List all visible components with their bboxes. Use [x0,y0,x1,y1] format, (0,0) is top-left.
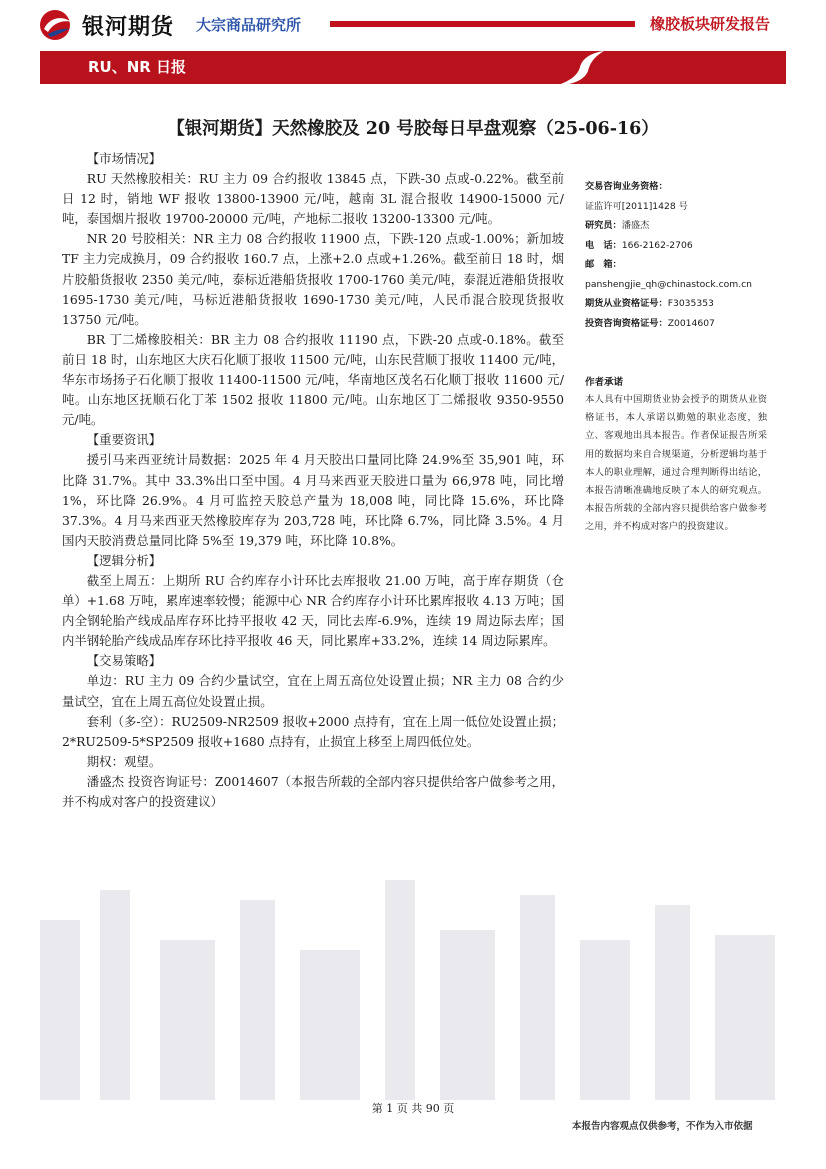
institute-name: 大宗商品研究所 [196,16,302,34]
header-rule [330,21,635,27]
paragraph-br: BR 丁二烯橡胶相关：BR 主力 08 合约报收 11190 点，下跌-20 点或-0.18%。截至前日 18 时，山东地区大庆石化顺丁报收 11500 元/吨，山东民营顺丁报收 11400 元/吨，华东市场扬子石化顺丁报收 11400-11500 元/吨，华南地区茂名石化顺丁报收 11600 元/吨。山东地区抚顺石化丁苯 1502 报收 11800 元/吨。山东地区丁二烯报收 9350-9550 元/吨。 [62,331,564,428]
author-promise-text: 本人具有中国期货业协会授予的期货从业资格证书，本人承诺以勤勉的职业态度，独立、客观地出具本报告。作者保证报告所采用的数据均来自合规渠道，分析逻辑均基于本人的职业理解，通过合理判断得出结论，本报告清晰准确地反映了本人的研究观点。本报告所载的全部内容只提供给客户做参考之用，并不构成对客户的投资建议。 [585,394,767,533]
paragraph-single: 单边：RU 主力 09 合约少量试空，宜在上周五高位处设置止损；NR 主力 08 合约少量试空，宜在上周五高位处设置止损。 [62,673,564,709]
section-heading-logic: 【逻辑分析】 [86,552,162,568]
phone-label: 电 话： [585,239,622,251]
galaxy-logo-icon [38,8,76,42]
qualification-value: 证监许可[2011]1428 号 [585,200,688,212]
section-heading-market: 【市场情况】 [86,151,162,166]
section-heading-news: 【重要资讯】 [86,432,162,448]
paragraph-nr: NR 20 号胶相关：NR 主力 08 合约报收 11900 点，下跌-120 点或-1.00%；新加坡 TF 主力完成换月，09 合约报收 160.7 点，上涨+2.0 点或+1.26%。截至前日 18 时，烟片胶船货报收 2350 美元/吨，泰标近港船货报收 1700-1760 美元/吨，泰混近港船货报收 1695-1730 美元/吨，马标近港船货报收 1690-1730 美元/吨，人民币混合胶现货报收 13750 元/吨。 [62,231,564,327]
footer-disclaimer: 本报告内容观点仅供参考，不作为入市依据 [572,1121,753,1132]
swoosh-icon [550,45,610,90]
paragraph-logic: 截至上周五：上期所 RU 合约库存小计环比去库报收 21.00 万吨，高于库存期货（仓单）+1.68 万吨，累库速率较慢；能源中心 NR 合约库存小计环比累库报收 4.13 万吨；国内全钢轮胎产线成品库存环比持平报收 42 天，同比去库-6.9%，连续 19 周边际去库；国内半钢轮胎产线成品库存环比持平报收 46 天，同比累库+33.2%，连续 14 周边际累库。 [62,572,564,649]
futures-cert-label: 期货从业资格证号： [585,298,668,309]
invest-cert-label: 投资咨询资格证号： [585,317,668,329]
paragraph-arbitrage: 套利（多-空）：RU2509-NR2509 报收+2000 点持有，宜在上周一低位处设置止损；2*RU2509-5*SP2509 报收+1680 点持有，止损宜上移至上周四低位处。 [62,713,564,749]
phone-value: 166-2162-2706 [621,239,693,251]
report-body [62,149,564,812]
section-heading-strategy: 【交易策略】 [86,653,162,669]
paragraph-options: 期权：观望。 [86,753,162,769]
banner-title: RU、NR 日报 [88,58,187,76]
brand-name: 银河期货 [82,15,175,40]
researcher-name: 潘盛杰 [621,220,650,231]
page-number: 第 1 页 共 90 页 [371,1102,455,1115]
paragraph-ru: RU 天然橡胶相关：RU 主力 09 合约报收 13845 点，下跌-30 点或-0.22%。截至前日 12 时，销地 WF 报收 13800-13900 元/吨，越南 3L 混合报收 14900-15000 元/吨，泰国烟片报收 19700-20000 元/吨，产地标二报收 13200-13300 元/吨。 [62,171,564,227]
paragraph-news: 援引马来西亚统计局数据：2025 年 4 月天胶出口量同比降 24.9%至 35,901 吨，环比降 31.7%。其中 33.3%出口至中国。4 月马来西亚天胶进口量为 66,978 吨，同比增 1%，环比降 26.9%。4 月可监控天胶总产量为 18,008 吨，同比降 15.6%，环比降 37.3%。4 月马来西亚天然橡胶库存为 203,728 吨，环比降 6.7%，同比降 3.5%。4 月国内天胶消费总量同比降 5%至 19,379 吨，环比降 10.8%。 [62,452,564,548]
invest-cert-value: Z0014607 [667,317,715,329]
paragraph-disclaimer: 潘盛杰 投资咨询证号：Z0014607（本报告所载的全部内容只提供给客户做参考之用，并不构成对客户的投资建议） [62,773,564,809]
author-promise-heading: 作者承诺 [585,377,624,388]
analyst-info [585,177,765,333]
researcher-label: 研究员： [585,220,622,231]
futures-cert-value: F3035353 [667,298,714,309]
report-type: 橡胶板块研发报告 [650,15,771,33]
page-title: 【银河期货】天然橡胶及 20 号胶每日早盘观察（25-06-16） [167,119,659,139]
email-link[interactable]: panshengjie_qh@chinastock.com.cn [585,278,752,290]
email-label: 邮 箱： [585,259,622,270]
qualification-label: 交易咨询业务资格： [585,181,668,192]
